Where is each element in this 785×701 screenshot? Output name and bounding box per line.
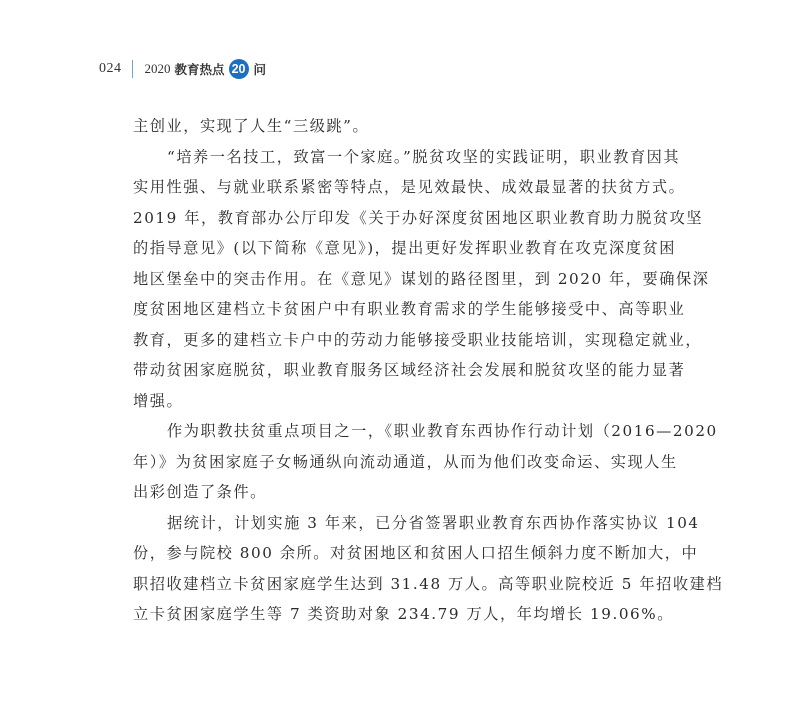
text-line: 主创业，实现了人生“三级跳”。 bbox=[133, 117, 370, 135]
text-line: 年）》为贫困家庭子女畅通纵向流动通道，从而为他们改变命运、实现人生 bbox=[133, 452, 678, 471]
text-line: 份，参与院校 800 余所。对贫困地区和贫困人口招生倾斜力度不断加大，中 bbox=[133, 544, 699, 562]
page-header bbox=[99, 58, 266, 80]
text-line: 带动贫困家庭脱贫，职业教育服务区域经济社会发展和脱贫攻坚的能力显著 bbox=[133, 361, 686, 379]
text-line: 2019 年，教育部办公厅印发《关于办好深度贫困地区职业教育助力脱贫攻坚 bbox=[133, 208, 704, 227]
text-line: “培养一名技工，致富一个家庭。”脱贫攻坚的实践证明，职业教育因其 bbox=[167, 147, 681, 166]
text-line: 职招收建档立卡贫困家庭学生达到 31.48 万人。高等职业院校近 5 年招收建档 bbox=[133, 574, 724, 593]
text-line: 度贫困地区建档立卡贫困户中有职业教育需求的学生能够接受中、高等职业 bbox=[133, 300, 686, 318]
text-line: 据统计，计划实施 3 年来，已分省签署职业教育东西协作落实协议 104 bbox=[167, 513, 700, 532]
text-line: 实用性强、与就业联系紧密等特点，是见效最快、成效最显著的扶贫方式。 bbox=[133, 178, 686, 196]
running-title-year: 2020 bbox=[144, 61, 171, 76]
text-line: 作为职教扶贫重点项目之一，《职业教育东西协作行动计划（2016—2020 bbox=[167, 422, 718, 440]
text-line: 增强。 bbox=[133, 391, 184, 410]
header-divider bbox=[132, 60, 133, 78]
number-badge: 20 bbox=[229, 59, 249, 79]
text-line: 立卡贫困家庭学生等 7 类资助对象 234.79 万人，年均增长 19.06%。 bbox=[133, 605, 674, 623]
text-line: 出彩创造了条件。 bbox=[133, 483, 267, 501]
running-title bbox=[145, 59, 267, 79]
text-line: 的指导意见》(以下简称《意见》)，提出更好发挥职业教育在攻克深度贫困 bbox=[133, 239, 676, 257]
text-line: 教育，更多的建档立卡户中的劳动力能够接受职业技能培训，实现稳定就业， bbox=[133, 330, 703, 349]
running-title-text: 教育热点 bbox=[174, 62, 225, 77]
running-title-suffix: 问 bbox=[253, 62, 267, 77]
text-line: 地区堡垒中的突击作用。在《意见》谋划的路径图里，到 2020 年，要确保深 bbox=[133, 269, 710, 288]
page-number: 024 bbox=[99, 61, 122, 76]
